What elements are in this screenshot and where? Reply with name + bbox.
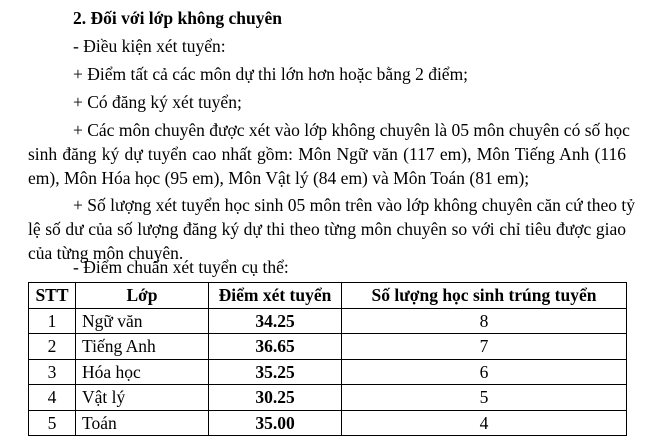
cell-class: Toán <box>76 410 209 436</box>
cell-count: 8 <box>342 308 627 334</box>
cell-stt: 5 <box>29 410 76 436</box>
condition-item: + Điểm tất cả các môn dự thi lớn hơn hoặc bằng 2 điểm; <box>73 64 469 84</box>
cell-score: 35.25 <box>209 359 342 385</box>
table-header-row <box>29 283 627 309</box>
cutoff-score-table <box>28 282 627 436</box>
header-stt: STT <box>29 283 76 309</box>
cell-score: 36.65 <box>209 334 342 360</box>
table-row <box>29 308 627 334</box>
cell-class: Vật lý <box>76 385 209 411</box>
cell-class: Ngữ văn <box>76 308 209 334</box>
paragraph-line: + Các môn chuyên được xét vào lớp không chuyên là 05 môn chuyên có số học <box>73 120 630 140</box>
paragraph-line: lệ số dư của số lượng đăng ký dự thi theo từng môn chuyên so với chỉ tiêu được giao <box>28 219 626 239</box>
cell-count: 4 <box>342 410 627 436</box>
section-title: 2. Đối với lớp không chuyên <box>73 8 283 28</box>
conditions-heading: - Điều kiện xét tuyển: <box>73 36 226 56</box>
table-row <box>29 410 627 436</box>
cell-score: 30.25 <box>209 385 342 411</box>
cutoff-heading: - Điểm chuẩn xét tuyển cụ thể: <box>73 257 289 277</box>
cell-count: 7 <box>342 334 627 360</box>
table-row <box>29 334 627 360</box>
header-class: Lớp <box>76 283 209 309</box>
paragraph-line: của từng môn chuyên. <box>28 243 184 263</box>
table-row <box>29 359 627 385</box>
paragraph-line: em), Môn Hóa học (95 em), Môn Vật lý (84 em) và Môn Toán (81 em); <box>28 168 530 188</box>
header-count: Số lượng học sinh trúng tuyển <box>342 283 627 309</box>
cell-stt: 3 <box>29 359 76 385</box>
cell-stt: 2 <box>29 334 76 360</box>
header-score: Điểm xét tuyển <box>209 283 342 309</box>
paragraph-line: + Số lượng xét tuyển học sinh 05 môn trên vào lớp không chuyên căn cứ theo tỷ <box>73 195 636 215</box>
cell-class: Tiếng Anh <box>76 334 209 360</box>
cell-score: 35.00 <box>209 410 342 436</box>
cell-count: 6 <box>342 359 627 385</box>
cell-count: 5 <box>342 385 627 411</box>
condition-item: + Có đăng ký xét tuyển; <box>73 92 242 112</box>
table-row <box>29 385 627 411</box>
paragraph-line: sinh đăng ký dự tuyển cao nhất gồm: Môn Ngữ văn (117 em), Môn Tiếng Anh (116 <box>28 144 626 164</box>
cell-stt: 1 <box>29 308 76 334</box>
cell-class: Hóa học <box>76 359 209 385</box>
cell-stt: 4 <box>29 385 76 411</box>
cell-score: 34.25 <box>209 308 342 334</box>
